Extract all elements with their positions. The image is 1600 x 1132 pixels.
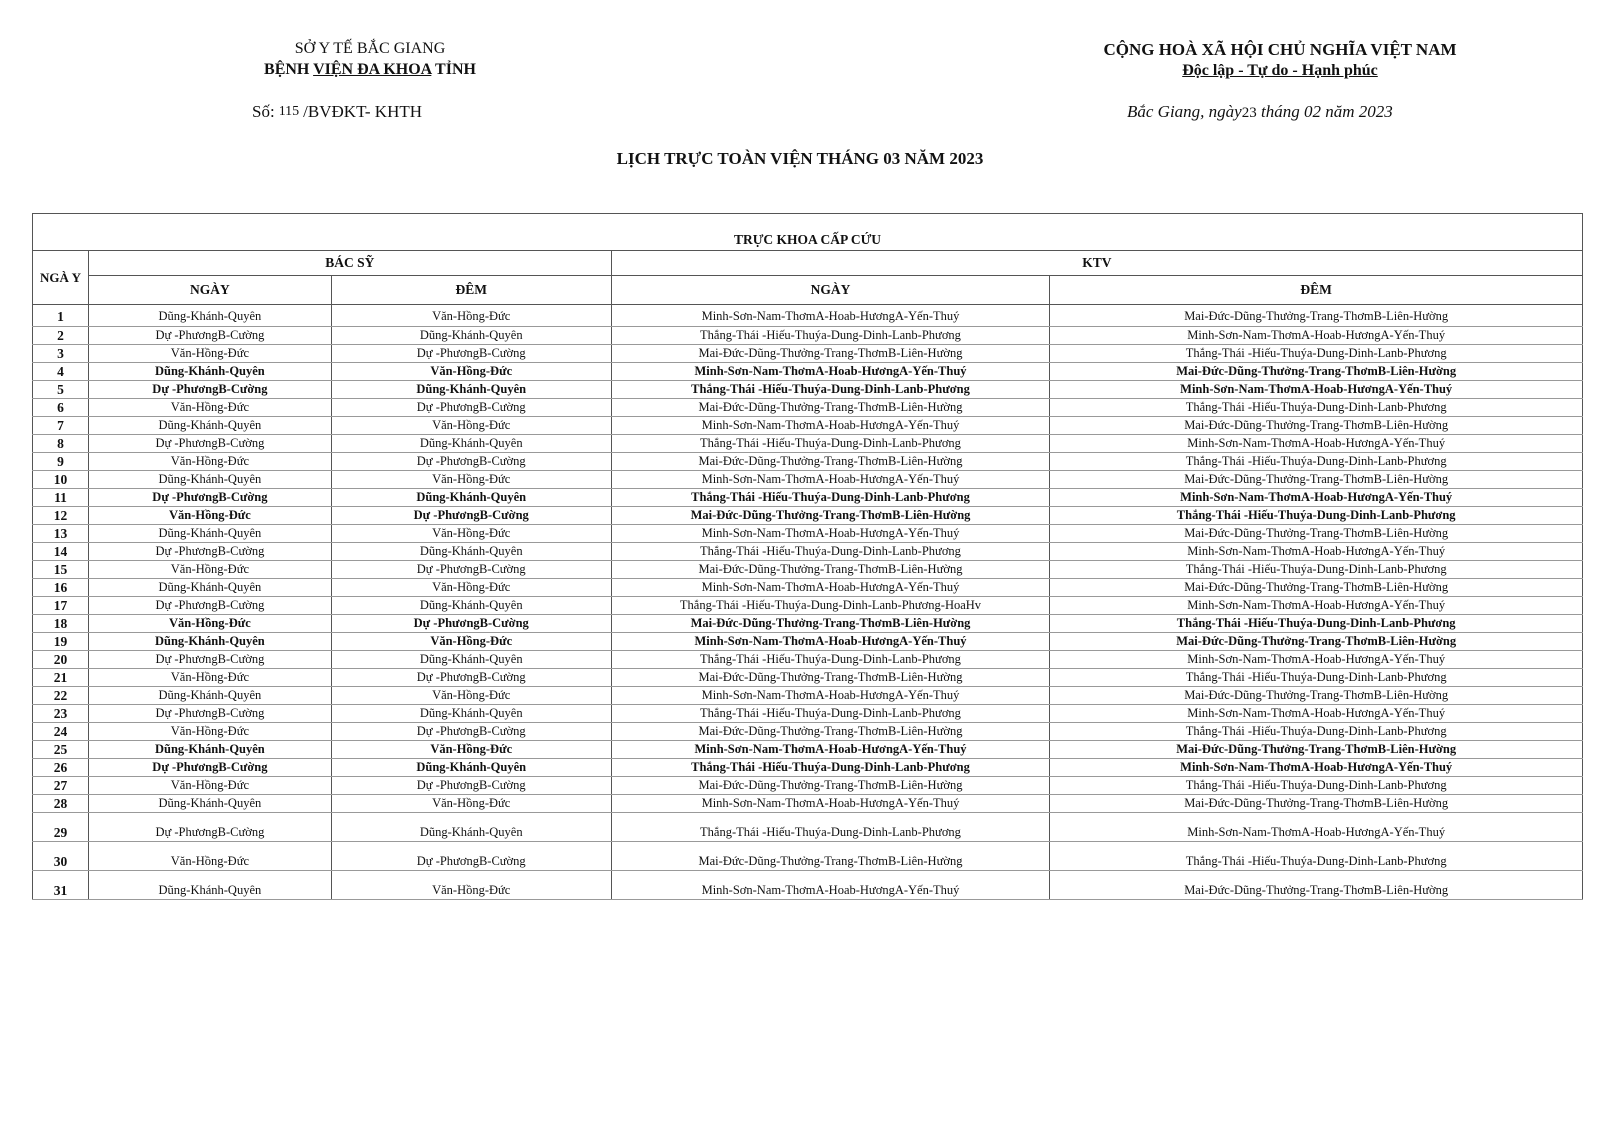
ktv-day-cell: Thắng-Thái -Hiếu-Thuýa-Dung-Dinh-Lanb-Phương — [611, 705, 1050, 723]
ktv-night-cell: Mai-Đức-Dũng-Thưởng-Trang-ThơmB-Liên-Hường — [1050, 687, 1583, 705]
table-row — [33, 723, 1583, 741]
table-row — [33, 669, 1583, 687]
bs-day-cell: Văn-Hồng-Đức — [88, 399, 331, 417]
ktv-night-cell: Thắng-Thái -Hiếu-Thuýa-Dung-Dinh-Lanb-Phương — [1050, 507, 1583, 525]
bs-night-cell: Dũng-Khánh-Quyên — [331, 381, 611, 399]
day-cell: 19 — [33, 633, 89, 651]
bs-day-cell: Dũng-Khánh-Quyên — [88, 687, 331, 705]
bs-day-cell: Văn-Hồng-Đức — [88, 615, 331, 633]
bs-day-cell: Dũng-Khánh-Quyên — [88, 871, 331, 900]
ktv-day-cell: Minh-Sơn-Nam-ThơmA-Hoab-HươngA-Yến-Thuý — [611, 871, 1050, 900]
ktv-day-header: NGÀY — [611, 276, 1050, 305]
table-row — [33, 597, 1583, 615]
bs-night-cell: Văn-Hồng-Đức — [331, 305, 611, 327]
bs-day-cell: Dự -PhươngB-Cường — [88, 705, 331, 723]
table-row — [33, 489, 1583, 507]
page-title: LỊCH TRỰC TOÀN VIỆN THÁNG 03 NĂM 2023 — [616, 149, 984, 168]
bs-day-cell: Dũng-Khánh-Quyên — [88, 633, 331, 651]
schedule-table — [32, 213, 1583, 900]
ktv-day-cell: Thắng-Thái -Hiếu-Thuýa-Dung-Dinh-Lanb-Phương-HoaHv — [611, 597, 1050, 615]
bs-day-cell: Dự -PhươngB-Cường — [88, 813, 331, 842]
bs-night-cell: Văn-Hồng-Đức — [331, 579, 611, 597]
bs-night-cell: Dự -PhươngB-Cường — [331, 507, 611, 525]
bs-day-cell: Dự -PhươngB-Cường — [88, 597, 331, 615]
day-cell: 27 — [33, 777, 89, 795]
table-row — [33, 777, 1583, 795]
table-row — [33, 305, 1583, 327]
bs-night-cell: Dự -PhươngB-Cường — [331, 399, 611, 417]
bs-night-cell: Văn-Hồng-Đức — [331, 741, 611, 759]
day-cell: 18 — [33, 615, 89, 633]
ktv-night-cell: Minh-Sơn-Nam-ThơmA-Hoab-HươngA-Yến-Thuý — [1050, 327, 1583, 345]
ktv-night-cell: Thắng-Thái -Hiếu-Thuýa-Dung-Dinh-Lanb-Phương — [1050, 842, 1583, 871]
bs-night-cell: Văn-Hồng-Đức — [331, 795, 611, 813]
table-row — [33, 399, 1583, 417]
ktv-day-cell: Minh-Sơn-Nam-ThơmA-Hoab-HươngA-Yến-Thuý — [611, 741, 1050, 759]
bs-night-cell: Dự -PhươngB-Cường — [331, 453, 611, 471]
ktv-day-cell: Minh-Sơn-Nam-ThơmA-Hoab-HươngA-Yến-Thuý — [611, 363, 1050, 381]
ktv-day-cell: Minh-Sơn-Nam-ThơmA-Hoab-HươngA-Yến-Thuý — [611, 417, 1050, 435]
table-row — [33, 813, 1583, 842]
ktv-night-cell: Mai-Đức-Dũng-Thưởng-Trang-ThơmB-Liên-Hường — [1050, 579, 1583, 597]
so-number: 115 — [278, 104, 300, 119]
ktv-night-cell: Thắng-Thái -Hiếu-Thuýa-Dung-Dinh-Lanb-Phương — [1050, 669, 1583, 687]
ktv-day-cell: Thắng-Thái -Hiếu-Thuýa-Dung-Dinh-Lanb-Phương — [611, 651, 1050, 669]
ktv-night-cell: Minh-Sơn-Nam-ThơmA-Hoab-HươngA-Yến-Thuý — [1050, 813, 1583, 842]
day-cell: 16 — [33, 579, 89, 597]
bs-night-cell: Dũng-Khánh-Quyên — [331, 327, 611, 345]
day-cell: 30 — [33, 842, 89, 871]
ktv-night-cell: Mai-Đức-Dũng-Thưởng-Trang-ThơmB-Liên-Hường — [1050, 741, 1583, 759]
ktv-day-cell: Minh-Sơn-Nam-ThơmA-Hoab-HươngA-Yến-Thuý — [611, 633, 1050, 651]
table-row — [33, 561, 1583, 579]
day-cell: 11 — [33, 489, 89, 507]
document-date — [1127, 102, 1393, 122]
day-cell: 25 — [33, 741, 89, 759]
nation-motto: Độc lập - Tự do - Hạnh phúc — [1182, 62, 1378, 79]
ktv-night-cell: Minh-Sơn-Nam-ThơmA-Hoab-HươngA-Yến-Thuý — [1050, 597, 1583, 615]
so-label: Số: — [252, 102, 275, 121]
group-ktv-header: KTV — [611, 251, 1582, 276]
bs-night-cell: Văn-Hồng-Đức — [331, 471, 611, 489]
bs-night-cell: Dự -PhươngB-Cường — [331, 615, 611, 633]
bs-day-cell: Dự -PhươngB-Cường — [88, 381, 331, 399]
table-row — [33, 381, 1583, 399]
bs-day-cell: Dũng-Khánh-Quyên — [88, 525, 331, 543]
bs-day-cell: Dự -PhươngB-Cường — [88, 759, 331, 777]
day-cell: 9 — [33, 453, 89, 471]
ktv-night-cell: Minh-Sơn-Nam-ThơmA-Hoab-HươngA-Yến-Thuý — [1050, 543, 1583, 561]
table-row — [33, 871, 1583, 900]
ktv-night-cell: Mai-Đức-Dũng-Thưởng-Trang-ThơmB-Liên-Hường — [1050, 525, 1583, 543]
table-row — [33, 435, 1583, 453]
bs-night-cell: Dũng-Khánh-Quyên — [331, 543, 611, 561]
table-row — [33, 507, 1583, 525]
bs-day-cell: Dũng-Khánh-Quyên — [88, 795, 331, 813]
date-pre: Bắc Giang, ngày — [1127, 102, 1242, 121]
table-row — [33, 795, 1583, 813]
bs-day-cell: Dự -PhươngB-Cường — [88, 489, 331, 507]
day-cell: 29 — [33, 813, 89, 842]
day-cell: 2 — [33, 327, 89, 345]
ktv-night-cell: Thắng-Thái -Hiếu-Thuýa-Dung-Dinh-Lanb-Phương — [1050, 723, 1583, 741]
day-cell: 12 — [33, 507, 89, 525]
ktv-night-cell: Thắng-Thái -Hiếu-Thuýa-Dung-Dinh-Lanb-Phương — [1050, 345, 1583, 363]
bs-day-cell: Văn-Hồng-Đức — [88, 669, 331, 687]
day-cell: 4 — [33, 363, 89, 381]
day-cell: 24 — [33, 723, 89, 741]
group-doctor-header: BÁC SỸ — [88, 251, 611, 276]
ktv-day-cell: Mai-Đức-Dũng-Thưởng-Trang-ThơmB-Liên-Hường — [611, 842, 1050, 871]
ktv-night-cell: Minh-Sơn-Nam-ThơmA-Hoab-HươngA-Yến-Thuý — [1050, 381, 1583, 399]
table-row — [33, 543, 1583, 561]
date-day: 23 — [1241, 105, 1257, 121]
table-row — [33, 615, 1583, 633]
ktv-day-cell: Minh-Sơn-Nam-ThơmA-Hoab-HươngA-Yến-Thuý — [611, 795, 1050, 813]
org-line-1: SỞ Y TẾ BẮC GIANG — [294, 40, 446, 57]
table-row — [33, 327, 1583, 345]
bs-night-cell: Văn-Hồng-Đức — [331, 525, 611, 543]
table-row — [33, 579, 1583, 597]
ktv-day-cell: Mai-Đức-Dũng-Thưởng-Trang-ThơmB-Liên-Hường — [611, 561, 1050, 579]
day-cell: 1 — [33, 305, 89, 327]
bs-night-cell: Dũng-Khánh-Quyên — [331, 705, 611, 723]
ktv-night-cell: Thắng-Thái -Hiếu-Thuýa-Dung-Dinh-Lanb-Phương — [1050, 399, 1583, 417]
org-line-2 — [230, 61, 510, 79]
ktv-night-cell: Mai-Đức-Dũng-Thưởng-Trang-ThơmB-Liên-Hường — [1050, 363, 1583, 381]
bs-night-cell: Văn-Hồng-Đức — [331, 871, 611, 900]
bs-day-cell: Văn-Hồng-Đức — [88, 561, 331, 579]
bs-day-cell: Dự -PhươngB-Cường — [88, 543, 331, 561]
bs-day-cell: Văn-Hồng-Đức — [88, 345, 331, 363]
table-row — [33, 741, 1583, 759]
document-number — [252, 102, 422, 122]
bs-night-cell: Dũng-Khánh-Quyên — [331, 489, 611, 507]
bs-day-cell: Dũng-Khánh-Quyên — [88, 579, 331, 597]
bs-night-cell: Dự -PhươngB-Cường — [331, 842, 611, 871]
bs-night-cell: Dũng-Khánh-Quyên — [331, 435, 611, 453]
nation-title: CỘNG HOÀ XÃ HỘI CHỦ NGHĨA VIỆT NAM — [1103, 40, 1457, 59]
table-row — [33, 651, 1583, 669]
ktv-night-cell: Minh-Sơn-Nam-ThơmA-Hoab-HươngA-Yến-Thuý — [1050, 651, 1583, 669]
bs-day-cell: Dũng-Khánh-Quyên — [88, 305, 331, 327]
bs-night-cell: Dũng-Khánh-Quyên — [331, 651, 611, 669]
bs-night-cell: Dũng-Khánh-Quyên — [331, 813, 611, 842]
ktv-day-cell: Minh-Sơn-Nam-ThơmA-Hoab-HươngA-Yến-Thuý — [611, 525, 1050, 543]
bs-day-cell: Văn-Hồng-Đức — [88, 507, 331, 525]
ktv-night-header: ĐÊM — [1050, 276, 1583, 305]
day-cell: 14 — [33, 543, 89, 561]
ktv-night-cell: Mai-Đức-Dũng-Thưởng-Trang-ThơmB-Liên-Hường — [1050, 633, 1583, 651]
day-cell: 28 — [33, 795, 89, 813]
bs-day-cell: Dũng-Khánh-Quyên — [88, 471, 331, 489]
bs-night-cell: Văn-Hồng-Đức — [331, 363, 611, 381]
day-cell: 10 — [33, 471, 89, 489]
ktv-night-cell: Minh-Sơn-Nam-ThơmA-Hoab-HươngA-Yến-Thuý — [1050, 705, 1583, 723]
table-row — [33, 363, 1583, 381]
ktv-day-cell: Minh-Sơn-Nam-ThơmA-Hoab-HươngA-Yến-Thuý — [611, 579, 1050, 597]
ktv-day-cell: Thắng-Thái -Hiếu-Thuýa-Dung-Dinh-Lanb-Phương — [611, 327, 1050, 345]
day-cell: 20 — [33, 651, 89, 669]
table-row — [33, 345, 1583, 363]
org-line-2-pre: BỆNH — [264, 61, 314, 78]
ktv-night-cell: Thắng-Thái -Hiếu-Thuýa-Dung-Dinh-Lanb-Phương — [1050, 561, 1583, 579]
ktv-day-cell: Thắng-Thái -Hiếu-Thuýa-Dung-Dinh-Lanb-Phương — [611, 759, 1050, 777]
bs-night-cell: Văn-Hồng-Đức — [331, 417, 611, 435]
bs-night-header: ĐÊM — [331, 276, 611, 305]
bs-night-cell: Văn-Hồng-Đức — [331, 633, 611, 651]
ktv-night-cell: Mai-Đức-Dũng-Thưởng-Trang-ThơmB-Liên-Hường — [1050, 417, 1583, 435]
ktv-night-cell: Minh-Sơn-Nam-ThơmA-Hoab-HươngA-Yến-Thuý — [1050, 489, 1583, 507]
so-code: /BVĐKT- KHTH — [303, 102, 423, 121]
day-cell: 23 — [33, 705, 89, 723]
bs-night-cell: Văn-Hồng-Đức — [331, 687, 611, 705]
ktv-day-cell: Mai-Đức-Dũng-Thưởng-Trang-ThơmB-Liên-Hường — [611, 453, 1050, 471]
ktv-day-cell: Mai-Đức-Dũng-Thưởng-Trang-ThơmB-Liên-Hường — [611, 777, 1050, 795]
section-header: TRỰC KHOA CẤP CỨU — [33, 214, 1583, 251]
day-cell: 5 — [33, 381, 89, 399]
ktv-night-cell: Minh-Sơn-Nam-ThơmA-Hoab-HươngA-Yến-Thuý — [1050, 435, 1583, 453]
ktv-night-cell: Thắng-Thái -Hiếu-Thuýa-Dung-Dinh-Lanb-Phương — [1050, 615, 1583, 633]
day-cell: 6 — [33, 399, 89, 417]
ktv-night-cell: Mai-Đức-Dũng-Thưởng-Trang-ThơmB-Liên-Hường — [1050, 471, 1583, 489]
date-post: tháng 02 năm 2023 — [1260, 102, 1393, 121]
day-cell: 8 — [33, 435, 89, 453]
bs-night-cell: Dũng-Khánh-Quyên — [331, 759, 611, 777]
ktv-day-cell: Thắng-Thái -Hiếu-Thuýa-Dung-Dinh-Lanb-Phương — [611, 381, 1050, 399]
ktv-day-cell: Minh-Sơn-Nam-ThơmA-Hoab-HươngA-Yến-Thuý — [611, 687, 1050, 705]
ktv-day-cell: Thắng-Thái -Hiếu-Thuýa-Dung-Dinh-Lanb-Phương — [611, 813, 1050, 842]
org-line-2-underlined: VIỆN ĐA KHOA — [313, 61, 432, 78]
day-cell: 13 — [33, 525, 89, 543]
ktv-day-cell: Thắng-Thái -Hiếu-Thuýa-Dung-Dinh-Lanb-Phương — [611, 543, 1050, 561]
table-row — [33, 525, 1583, 543]
bs-day-cell: Văn-Hồng-Đức — [88, 453, 331, 471]
day-cell: 3 — [33, 345, 89, 363]
table-row — [33, 417, 1583, 435]
org-line-2-post: TỈNH — [431, 61, 476, 78]
day-cell: 26 — [33, 759, 89, 777]
day-cell: 15 — [33, 561, 89, 579]
ktv-day-cell: Thắng-Thái -Hiếu-Thuýa-Dung-Dinh-Lanb-Phương — [611, 435, 1050, 453]
ktv-night-cell: Thắng-Thái -Hiếu-Thuýa-Dung-Dinh-Lanb-Phương — [1050, 453, 1583, 471]
col-day-header: NGÀ Y — [33, 251, 89, 305]
bs-day-cell: Văn-Hồng-Đức — [88, 723, 331, 741]
ktv-night-cell: Mai-Đức-Dũng-Thưởng-Trang-ThơmB-Liên-Hường — [1050, 871, 1583, 900]
day-cell: 21 — [33, 669, 89, 687]
ktv-day-cell: Mai-Đức-Dũng-Thưởng-Trang-ThơmB-Liên-Hường — [611, 669, 1050, 687]
ktv-day-cell: Mai-Đức-Dũng-Thưởng-Trang-ThơmB-Liên-Hường — [611, 399, 1050, 417]
bs-night-cell: Dự -PhươngB-Cường — [331, 669, 611, 687]
bs-night-cell: Dự -PhươngB-Cường — [331, 723, 611, 741]
ktv-night-cell: Mai-Đức-Dũng-Thưởng-Trang-ThơmB-Liên-Hường — [1050, 305, 1583, 327]
day-cell: 17 — [33, 597, 89, 615]
table-row — [33, 759, 1583, 777]
ktv-night-cell: Mai-Đức-Dũng-Thưởng-Trang-ThơmB-Liên-Hường — [1050, 795, 1583, 813]
bs-night-cell: Dự -PhươngB-Cường — [331, 345, 611, 363]
ktv-night-cell: Minh-Sơn-Nam-ThơmA-Hoab-HươngA-Yến-Thuý — [1050, 759, 1583, 777]
day-cell: 31 — [33, 871, 89, 900]
ktv-night-cell: Thắng-Thái -Hiếu-Thuýa-Dung-Dinh-Lanb-Phương — [1050, 777, 1583, 795]
ktv-day-cell: Thắng-Thái -Hiếu-Thuýa-Dung-Dinh-Lanb-Phương — [611, 489, 1050, 507]
ktv-day-cell: Mai-Đức-Dũng-Thưởng-Trang-ThơmB-Liên-Hường — [611, 615, 1050, 633]
day-cell: 7 — [33, 417, 89, 435]
ktv-day-cell: Mai-Đức-Dũng-Thưởng-Trang-ThơmB-Liên-Hường — [611, 507, 1050, 525]
bs-day-cell: Văn-Hồng-Đức — [88, 777, 331, 795]
bs-day-cell: Dự -PhươngB-Cường — [88, 327, 331, 345]
ktv-day-cell: Minh-Sơn-Nam-ThơmA-Hoab-HươngA-Yến-Thuý — [611, 471, 1050, 489]
bs-day-cell: Văn-Hồng-Đức — [88, 842, 331, 871]
table-row — [33, 453, 1583, 471]
ktv-day-cell: Minh-Sơn-Nam-ThơmA-Hoab-HươngA-Yến-Thuý — [611, 305, 1050, 327]
bs-day-cell: Dự -PhươngB-Cường — [88, 651, 331, 669]
bs-day-cell: Dũng-Khánh-Quyên — [88, 363, 331, 381]
bs-night-cell: Dự -PhươngB-Cường — [331, 777, 611, 795]
day-cell: 22 — [33, 687, 89, 705]
bs-night-cell: Dũng-Khánh-Quyên — [331, 597, 611, 615]
table-row — [33, 471, 1583, 489]
bs-night-cell: Dự -PhươngB-Cường — [331, 561, 611, 579]
bs-day-header: NGÀY — [88, 276, 331, 305]
table-row — [33, 633, 1583, 651]
ktv-day-cell: Mai-Đức-Dũng-Thưởng-Trang-ThơmB-Liên-Hường — [611, 345, 1050, 363]
bs-day-cell: Dũng-Khánh-Quyên — [88, 417, 331, 435]
table-row — [33, 705, 1583, 723]
bs-day-cell: Dự -PhươngB-Cường — [88, 435, 331, 453]
ktv-day-cell: Mai-Đức-Dũng-Thưởng-Trang-ThơmB-Liên-Hường — [611, 723, 1050, 741]
table-row — [33, 842, 1583, 871]
table-row — [33, 687, 1583, 705]
bs-day-cell: Dũng-Khánh-Quyên — [88, 741, 331, 759]
